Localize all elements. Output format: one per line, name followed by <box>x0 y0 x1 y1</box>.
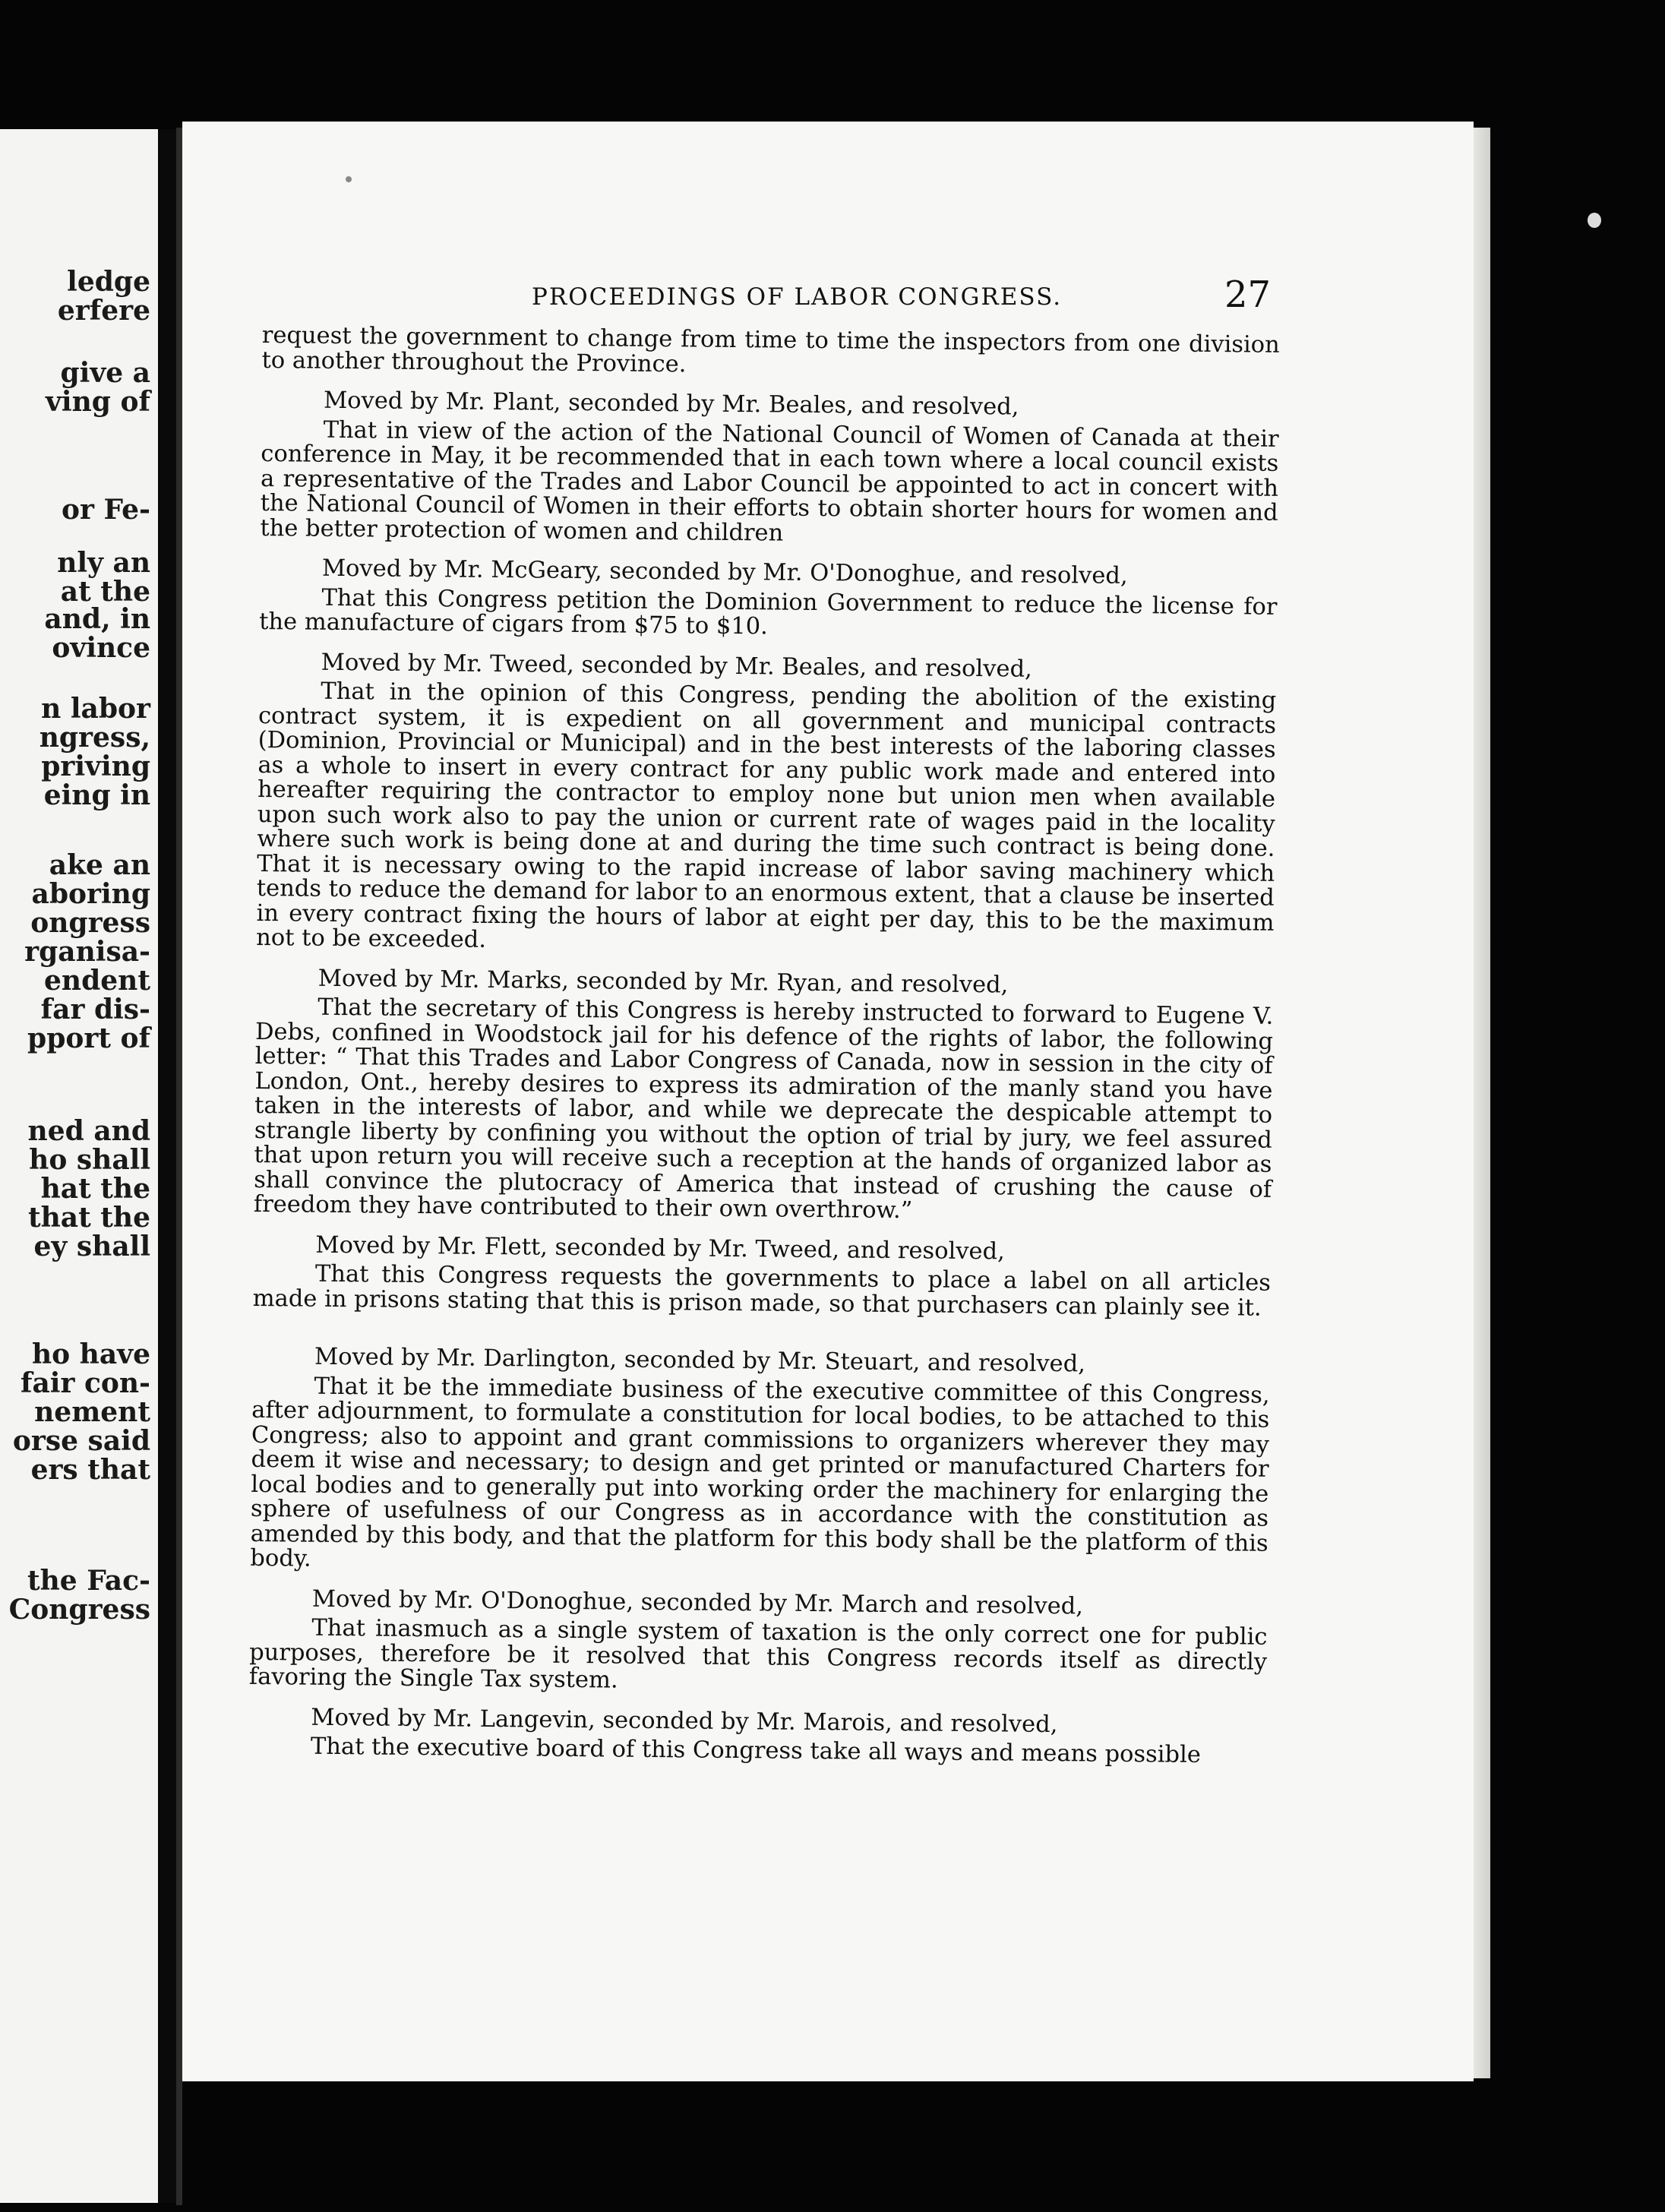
facing-page-text-fragment: orse said <box>12 1425 150 1457</box>
paragraph: That it be the immediate business of the executive committee of this Congress, after adjournment, to formulate a constitution for local bodies, to be attached to this Congress; also to appoint and grant commissions to organizers wherever they may deem it wise and necessary; to design and get printed or manufactured Charters for local bodies and to generally put into working order the machinery for enlarging the sphere of usefulness of our Congress as in accordance with the constitution as amended by this body, and that the platform for this body shall be the platform of this body. <box>250 1373 1270 1572</box>
facing-page-text-fragment: aboring <box>31 878 150 910</box>
motion-line: Moved by Mr. Marks, seconded by Mr. Ryan, and resolved, <box>318 965 1009 998</box>
page-number: 27 <box>1224 273 1272 316</box>
facing-page-text-fragment: ers that <box>30 1454 150 1486</box>
facing-page-text-fragment: ho shall <box>29 1144 150 1176</box>
paragraph: That the secretary of this Congress is hereby instructed to forward to Eugene V. Debs, confined in Woodstock jail for his defence of the rights of labor, the following letter: “ That this Trades and Labor Congress of Canada, now in session in the city of London, Ont., hereby desires to express its admiration of the manly stand you have taken in the interests of labor, and while we deprecate the despicable attempt to strangle liberty by confining you without the option of trial by jury, we feel assured that upon return you will receive such a reception at the hands of organized labor as shall convince the plutocracy of America that instead of crushing the cause of freedom they have contributed to their own overthrow.” <box>253 994 1274 1224</box>
facing-page-text-fragment: ongress <box>30 907 150 939</box>
facing-page-text-fragment: ho have <box>31 1338 150 1370</box>
paragraph: That in the opinion of this Congress, pending the abolition of the existing contract system, it is expedient on all government and municipal contracts (Dominion, Provincial or Municipal) and in the best interests of the laboring classes as a whole to insert in every contract for any public work made and entered into hereafter requiring the contractor to employ none but union men when available upon such work also to pay the union or current rate of wages paid in the locality where such work is being done at and during the time such contract is being done. That it is necessary owing to the rapid increase of labor saving machinery which tends to reduce the demand for labor to an enormous extent, that a clause be inserted in every contract fixing the hours of labor at eight per day, this to be the maximum not to be exceeded. <box>256 678 1277 953</box>
motion-line: Moved by Mr. McGeary, seconded by Mr. O'Donoghue, and resolved, <box>321 555 1128 589</box>
binding-edge <box>176 128 182 2205</box>
facing-page-text-fragment: and, in <box>44 603 150 635</box>
motion-line: Moved by Mr. Plant, seconded by Mr. Beales, and resolved, <box>323 387 1019 421</box>
scan-speck <box>346 176 352 182</box>
facing-page-text-fragment: ned and <box>27 1115 150 1147</box>
facing-page-text-fragment: the Fac- <box>27 1565 150 1597</box>
paragraph: That in view of the action of the National Council of Women of Canada at their conference in May, it be recommended that in each town where a local council exists a representative of the Trades and Labor Council be appointed to act in concert with the National Council of Women in their efforts to obtain shorter hours for women and the better protection of women and children <box>260 416 1279 547</box>
paragraph: That inasmuch as a single system of taxation is the only correct one for public purposes, therefore be it resolved that this Congress records itself as directly favoring the Single Tax system. <box>248 1614 1268 1694</box>
facing-page-text-fragment: far dis- <box>40 994 150 1025</box>
scan-speck <box>1588 213 1601 228</box>
facing-page-text-fragment: hat the <box>40 1173 150 1205</box>
facing-page-text-fragment: ake an <box>49 849 150 881</box>
motion-line: Moved by Mr. O'Donoghue, seconded by Mr. March and resolved, <box>311 1585 1084 1620</box>
facing-page-text-fragment: ovince <box>52 632 150 664</box>
facing-page-text-fragment: Congress <box>8 1594 150 1626</box>
facing-page-text-fragment: rganisa- <box>24 936 150 968</box>
motion-line: Moved by Mr. Langevin, seconded by Mr. Marois, and resolved, <box>311 1704 1058 1738</box>
facing-page-text-fragment: n labor <box>41 693 150 725</box>
paragraph: request the government to change from time to time the inspectors from one division to another throughout the Province. <box>261 322 1280 378</box>
paragraph: That this Congress requests the governments to place a label on all articles made in prisons stating that this is prison made, so that purchasers can plainly see it. <box>252 1260 1272 1322</box>
facing-page-text-fragment: nly an <box>57 547 150 579</box>
paragraph: That this Congress petition the Dominion Government to reduce the license for the manufacture of cigars from $75 to $10. <box>259 584 1278 640</box>
facing-page-text-fragment: at the <box>60 576 150 608</box>
motion-line: Moved by Mr. Tweed, seconded by Mr. Beales, and resolved, <box>321 649 1032 683</box>
facing-page-text-fragment: erfere <box>57 295 150 327</box>
facing-page-text-fragment: give a <box>60 357 150 389</box>
facing-page-text-fragment: eing in <box>43 779 150 811</box>
book-gutter <box>158 129 176 2203</box>
facing-page-text-fragment: pport of <box>27 1022 150 1054</box>
facing-page-text-fragment: fair con- <box>20 1367 150 1399</box>
facing-page-fragment <box>0 129 158 2203</box>
body-text <box>248 324 1280 1768</box>
facing-page-text-fragment: ngress, <box>39 722 150 754</box>
facing-page-text-fragment: nement <box>34 1396 150 1428</box>
facing-page-text-fragment: that the <box>28 1202 150 1234</box>
paragraph: That the executive board of this Congress take all ways and means possible <box>310 1733 1202 1768</box>
motion-line: Moved by Mr. Flett, seconded by Mr. Tweed, and resolved, <box>315 1231 1005 1265</box>
facing-page-text-fragment: priving <box>41 750 150 782</box>
facing-page-text-fragment: or Fe- <box>62 494 150 526</box>
facing-page-text-fragment: endent <box>44 965 150 997</box>
facing-page-text-fragment: ledge <box>67 266 150 298</box>
page-edge <box>1474 128 1490 2078</box>
facing-page-text-fragment: ving of <box>46 386 150 418</box>
running-head: PROCEEDINGS OF LABOR CONGRESS. <box>532 283 1063 311</box>
motion-line: Moved by Mr. Darlington, seconded by Mr. Steuart, and resolved, <box>314 1343 1086 1378</box>
facing-page-text-fragment: ey shall <box>33 1231 150 1262</box>
